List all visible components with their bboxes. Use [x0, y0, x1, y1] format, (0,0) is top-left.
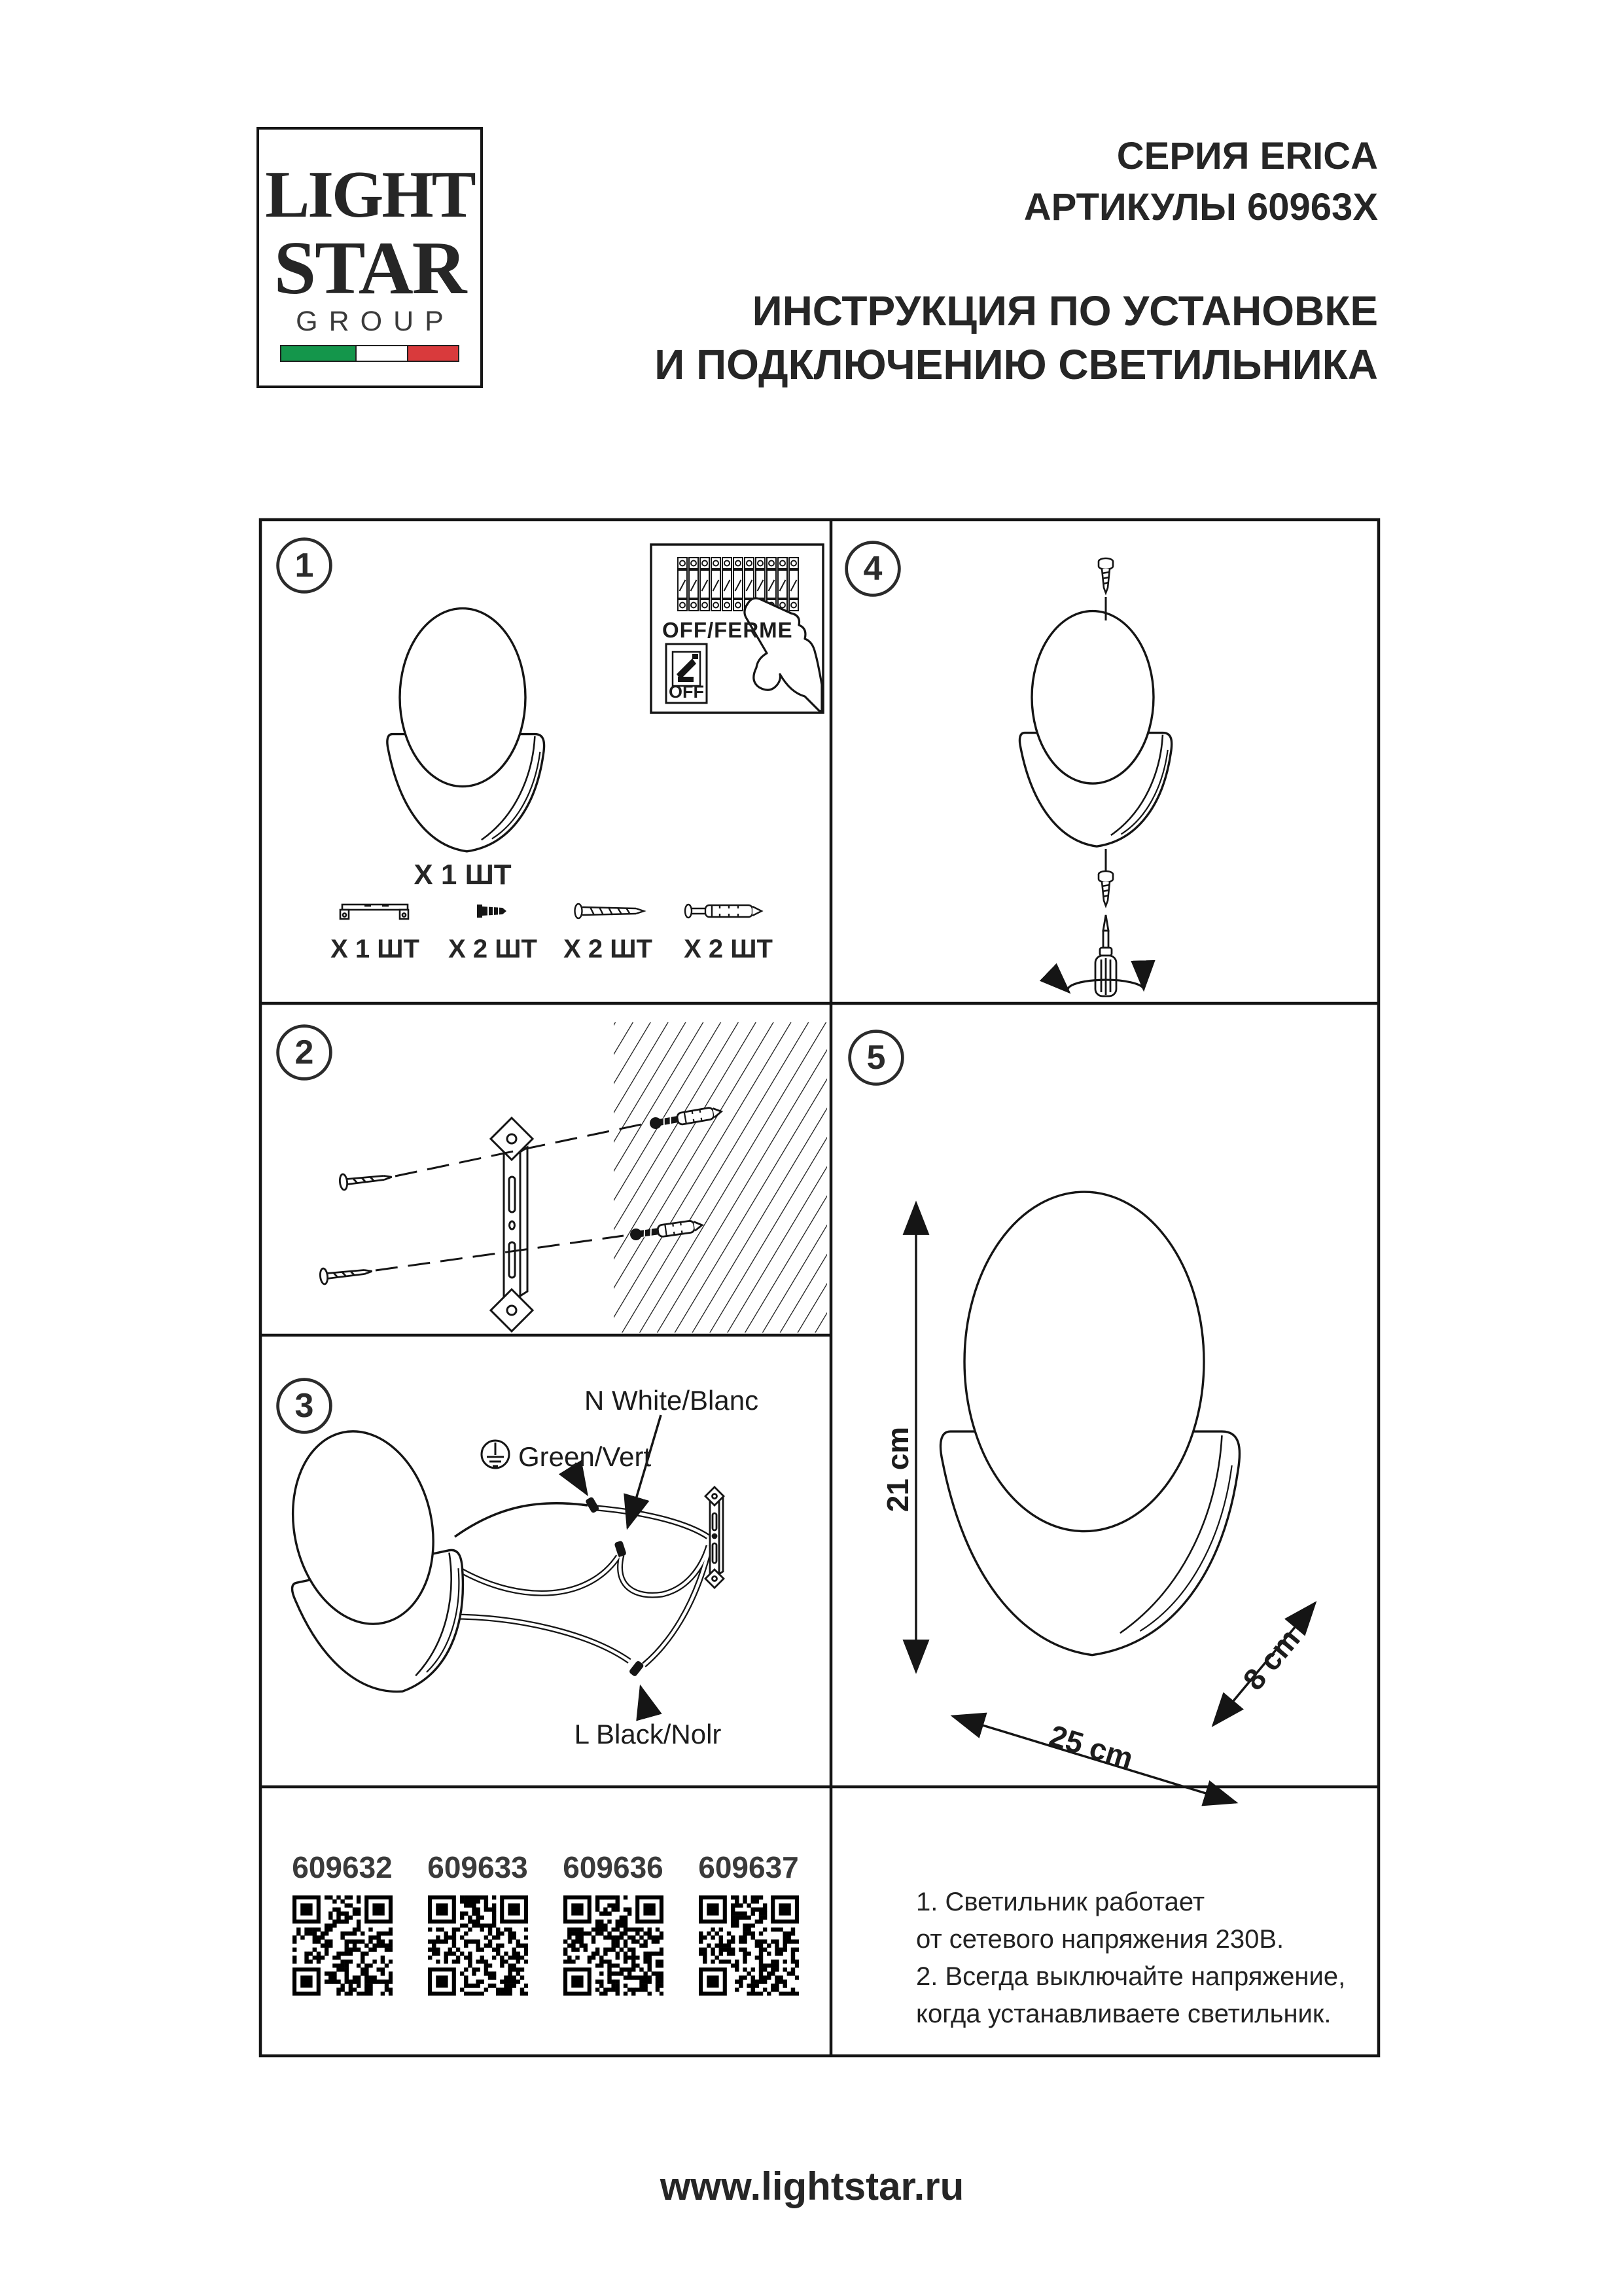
switch-off-label: OFF	[669, 682, 704, 702]
screw	[319, 1263, 373, 1284]
anchor-qty-label: Х 2 ШТ	[684, 935, 773, 963]
ground-symbol-icon	[482, 1441, 509, 1468]
bracket-icon	[340, 905, 408, 919]
lamp-quantity-label: Х 1 ШТ	[414, 859, 512, 891]
breaker-off-label: OFF/FERME	[662, 618, 793, 642]
live-wire-label: L Black/Nolr	[574, 1719, 722, 1749]
height-dimension-label: 21 cm	[881, 1426, 915, 1513]
panel3-art	[262, 1414, 724, 1717]
arrow-ground	[572, 1470, 587, 1494]
note-line: 2. Всегда выключайте напряжение,	[916, 1962, 1346, 1991]
article-number: 609637	[698, 1850, 799, 1884]
circuit-breakers-icon	[678, 558, 798, 611]
bracket-qty-label: Х 1 ШТ	[330, 935, 419, 963]
screwdriver-icon	[1095, 915, 1116, 996]
screw-top	[1099, 558, 1113, 593]
panel2-art	[319, 1022, 827, 1333]
wire-cap-live	[628, 1660, 644, 1677]
panel4-art	[1019, 558, 1171, 996]
ground-wire	[455, 1503, 588, 1537]
wall-lamp-illustration	[262, 1414, 485, 1710]
qr-code	[699, 1895, 799, 1996]
wall-lamp-illustration	[941, 1192, 1240, 1655]
long-screw-qty-label: Х 2 ШТ	[563, 935, 652, 963]
logo-light-text: LIGHT	[265, 158, 474, 232]
flag-white	[355, 346, 408, 361]
articles-title: АРТИКУЛЫ 60963Х	[1023, 186, 1378, 228]
bracket-small	[705, 1487, 724, 1588]
short-screw-qty-label: Х 2 ШТ	[448, 935, 537, 963]
mounting-bracket	[491, 1118, 533, 1331]
qr-code	[292, 1895, 393, 1996]
wall-anchor-icon	[685, 905, 762, 918]
series-title: СЕРИЯ ERICA	[1116, 135, 1378, 177]
step-1-number: 1	[277, 539, 331, 592]
qr-code	[563, 1895, 663, 1996]
note-line: 1. Светильник работает	[916, 1888, 1205, 1916]
step-5-number: 5	[849, 1031, 903, 1085]
panel5-art	[916, 1192, 1315, 1803]
arrow-live	[641, 1687, 649, 1717]
website-url: www.lightstar.ru	[660, 2164, 964, 2208]
ground-wire-label: Green/Vert	[518, 1441, 652, 1472]
instruction-title-line1: ИНСТРУКЦИЯ ПО УСТАНОВКЕ	[752, 287, 1378, 334]
italian-flag-bar	[280, 345, 459, 362]
step-2-number: 2	[277, 1026, 331, 1079]
note-line: от сетевого напряжения 230В.	[916, 1925, 1284, 1954]
qr-code	[428, 1895, 528, 1996]
article-number: 609636	[563, 1850, 663, 1884]
step-4-number: 4	[846, 542, 900, 596]
screw	[339, 1169, 393, 1190]
logo-star-text: STAR	[274, 226, 466, 310]
width-dimension-label: 25 cm	[1046, 1718, 1137, 1776]
header-instruction-block	[654, 284, 1378, 391]
safety-notes	[916, 1884, 1361, 2033]
depth-dimension-label: 8 cm	[1236, 1622, 1307, 1696]
flag-red	[408, 346, 458, 361]
article-number: 609633	[427, 1850, 528, 1884]
wall-lamp-illustration	[1019, 611, 1171, 847]
wall-hatch	[614, 1022, 827, 1333]
short-screw-icon	[477, 905, 506, 918]
flag-green	[281, 346, 355, 361]
logo-group-text: GROUP	[296, 306, 455, 337]
long-screw-icon	[575, 904, 644, 918]
screw-bottom	[1099, 871, 1113, 906]
article-number: 609632	[292, 1850, 393, 1884]
wall-lamp-illustration	[387, 609, 544, 852]
neutral-wire-label: N White/Blanc	[584, 1385, 759, 1416]
note-line: когда устанавливаете светильник.	[916, 2000, 1332, 2028]
instruction-title-line2: И ПОДКЛЮЧЕНИЮ СВЕТИЛЬНИКА	[654, 341, 1378, 388]
header-series-block	[654, 131, 1378, 233]
step-3-number: 3	[277, 1379, 331, 1433]
wire-cap-neutral	[614, 1541, 626, 1558]
